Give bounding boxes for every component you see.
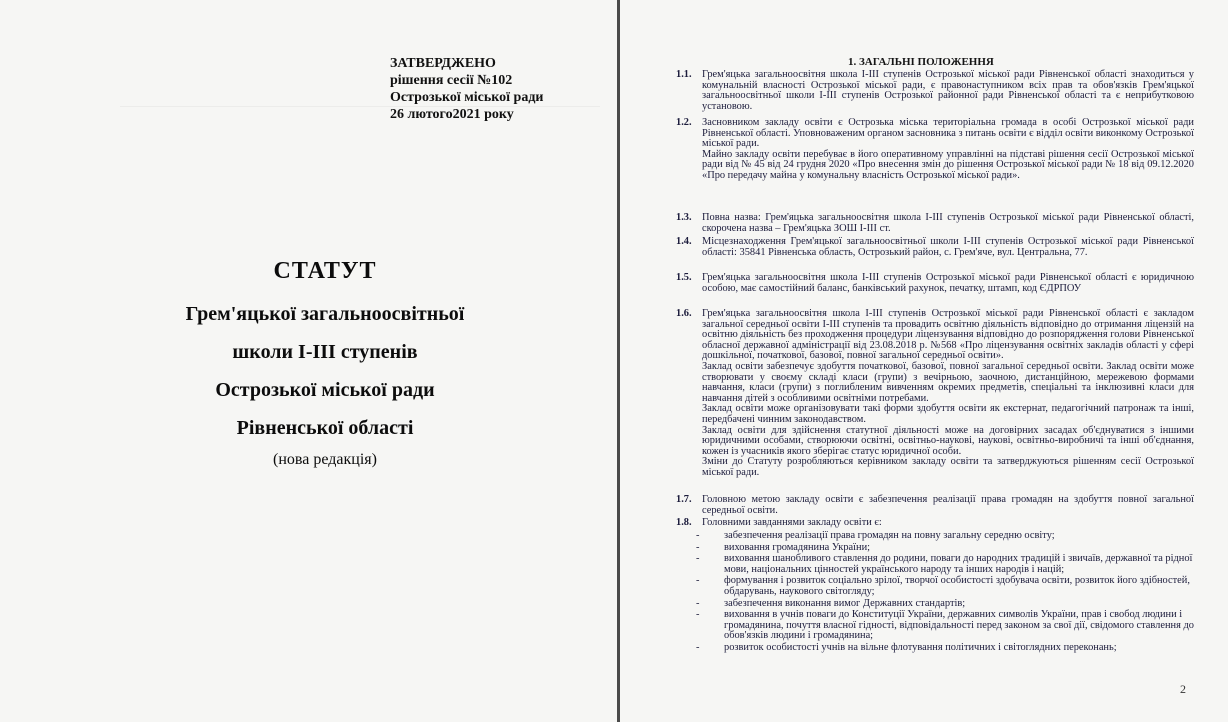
list-item: - забезпечення реалізації права громадян на повну загальну середню освіту; — [706, 531, 1201, 542]
section-1-4 — [676, 236, 1194, 258]
section-number: 1.1. — [676, 69, 692, 80]
section-text: Грем'яцька загальноосвітня школа І-ІІІ ступенів Острозької міської ради Рівненської області є закладом загальної середньої освіти І-ІІІ ступенів та провадить освітню діяльність відповідно до отримання ліцензій на освітню діяльність без проходження процедури ліцензування відповідно до розпорядження голови Рівненської обласної державної адміністрації від 23.08.2018 р. №568 «Про ліцензування освітніх закладів області у сфері дошкільної, початкової, базової, повної загальної середньої освіти». — [702, 308, 1194, 362]
section-text: Засновником закладу освіти є Острозька міська територіальна громада в особі Острозької міської ради Рівненської області. Уповноваженим органом засновника з питань освіти є відділ освіти виконкому Острозької міської ради. — [702, 117, 1194, 150]
section-number: 1.4. — [676, 236, 692, 247]
list-item: - розвиток особистості учнів на вільне флотування політичних і світоглядних переконань; — [706, 643, 1201, 654]
section-1-6 — [676, 308, 1194, 479]
section-number: 1.5. — [676, 272, 692, 283]
section-text: Грем'яцька загальноосвітня школа І-ІІІ ступенів Острозької міської ради Рівненської області є юридичною особою, має самостійний баланс, банківський рахунок, печатку, штамп, код ЄДРПОУ — [702, 272, 1194, 294]
approval-line: Острозької міської ради — [390, 90, 544, 105]
title-line: школи І-ІІІ ступенів — [232, 341, 418, 363]
section-text: Заклад освіти може організовувати такі форми здобуття освіти як екстернат, педагогічний патронаж та інші, передбачені чинним законодавством. — [702, 403, 1194, 425]
section-number: 1.3. — [676, 212, 692, 223]
section-1-5 — [676, 272, 1194, 294]
list-item: - виховання в учнів поваги до Конституції України, державних символів України, прав і свобод людини і громадянина, почуття власної гідності, відповідальності перед законом за свої дії, свідомого ставлення до обов'язків людини і громадянина; — [706, 610, 1201, 642]
section-number: 1.2. — [676, 117, 692, 128]
list-item: - формування і розвиток соціально зрілої, творчої особистості здобувача освіти, розвиток його здібностей, обдарувань, наукового світогляду; — [706, 576, 1201, 597]
section-1-3 — [676, 212, 1194, 234]
page-content — [620, 0, 1228, 722]
approval-line: 26 лютого2021 року — [390, 107, 514, 122]
section-heading: 1. ЗАГАЛЬНІ ПОЛОЖЕННЯ — [848, 56, 994, 68]
approval-line: ЗАТВЕРДЖЕНО — [390, 56, 496, 71]
section-text: Головною метою закладу освіти є забезпечення реалізації права громадян на здобуття повної загальної середньої освіти. — [702, 494, 1194, 516]
section-1-8 — [676, 517, 1194, 529]
list-item: - виховання шанобливого ставлення до родини, поваги до народних традицій і звичаїв, державної та рідної мови, національних цінностей українського народу та інших народів і націй; — [706, 554, 1201, 575]
title-line: Рівненської області — [236, 417, 414, 439]
right-page — [620, 0, 1228, 722]
list-item: - забезпечення виконання вимог Державних стандартів; — [706, 599, 1201, 610]
title-line: Острозької міської ради — [215, 379, 435, 401]
section-1-7 — [676, 494, 1194, 516]
section-number: 1.7. — [676, 494, 692, 505]
approval-line: рішення сесії №102 — [390, 73, 513, 88]
section-text: Повна назва: Грем'яцька загальноосвітня школа І-ІІІ ступенів Острозької міської ради Рівненської області, скорочена назва – Грем'яцька ЗОШ І-ІІІ ст. — [702, 212, 1194, 234]
section-text: Грем'яцька загальноосвітня школа І-ІІІ ступенів Острозької міської ради Рівненської області знаходиться у комунальній власності Острозької міської ради, є правонаступником всіх прав та обов'язків Грем'яцької загальноосвітньої школи І-ІІІ ступенів Острозької районної ради Рівненської області та є неприбутковою установою. — [702, 69, 1194, 112]
section-text: Майно закладу освіти перебуває в його оперативному управлінні на підставі рішення сесії Острозької міської ради від № 45 від 24 грудня 2020 «Про внесення змін до рішення Острозької міської ради № 18 від 09.12.2020 «Про передачу майна у комунальну власність Острозької міської ради». — [702, 148, 1194, 181]
document-title: СТАТУТ — [273, 258, 377, 284]
title-line: Грем'яцької загальноосвітньої — [185, 303, 465, 325]
section-text: Заклад освіти для здійснення статутної діяльності може на договірних засадах об'єднуватися з іншими юридичними особами, створюючи освітні, освітньо-наукові, наукові, освітньо-виробничі та інші об'єднання, кожен із учасників якого зберігає статус юридичної особи. — [702, 424, 1194, 457]
section-number: 1.6. — [676, 308, 692, 319]
section-text: Заклад освіти забезпечує здобуття початкової, базової, повної загальної середньої освіти. Заклад освіти може створювати у своєму складі класи (групи) з вечірньою, заочною, дистанційною, мережевою формами навчання, класи (групи) з поглибленим вивченням окремих предметів, спеціальні та інклюзивні класи для навчання дітей з особливими освітніми потребами. — [702, 360, 1194, 404]
approval-stamp — [390, 55, 544, 123]
list-item: - виховання громадянина України; — [706, 543, 1201, 554]
section-text: Головними завданнями закладу освіти є: — [702, 517, 882, 528]
document-subtitle: (нова редакція) — [273, 451, 377, 468]
tasks-list — [706, 531, 1201, 655]
section-1-1 — [676, 69, 1194, 112]
document-title-block — [40, 258, 610, 469]
section-text: Зміни до Статуту розробляються керівником закладу освіти та затверджуються рішенням сесії Острозької міської ради. — [702, 456, 1194, 478]
section-1-2 — [676, 117, 1194, 182]
page-number: 2 — [1180, 682, 1186, 696]
section-number: 1.8. — [676, 517, 692, 528]
section-text: Місцезнаходження Грем'яцької загальноосвітньої школи І-ІІІ ступенів Острозької міської ради Рівненської області: 35841 Рівненська область, Острозький район, с. Грем'яче, вул. Центральна, 77. — [702, 236, 1194, 258]
